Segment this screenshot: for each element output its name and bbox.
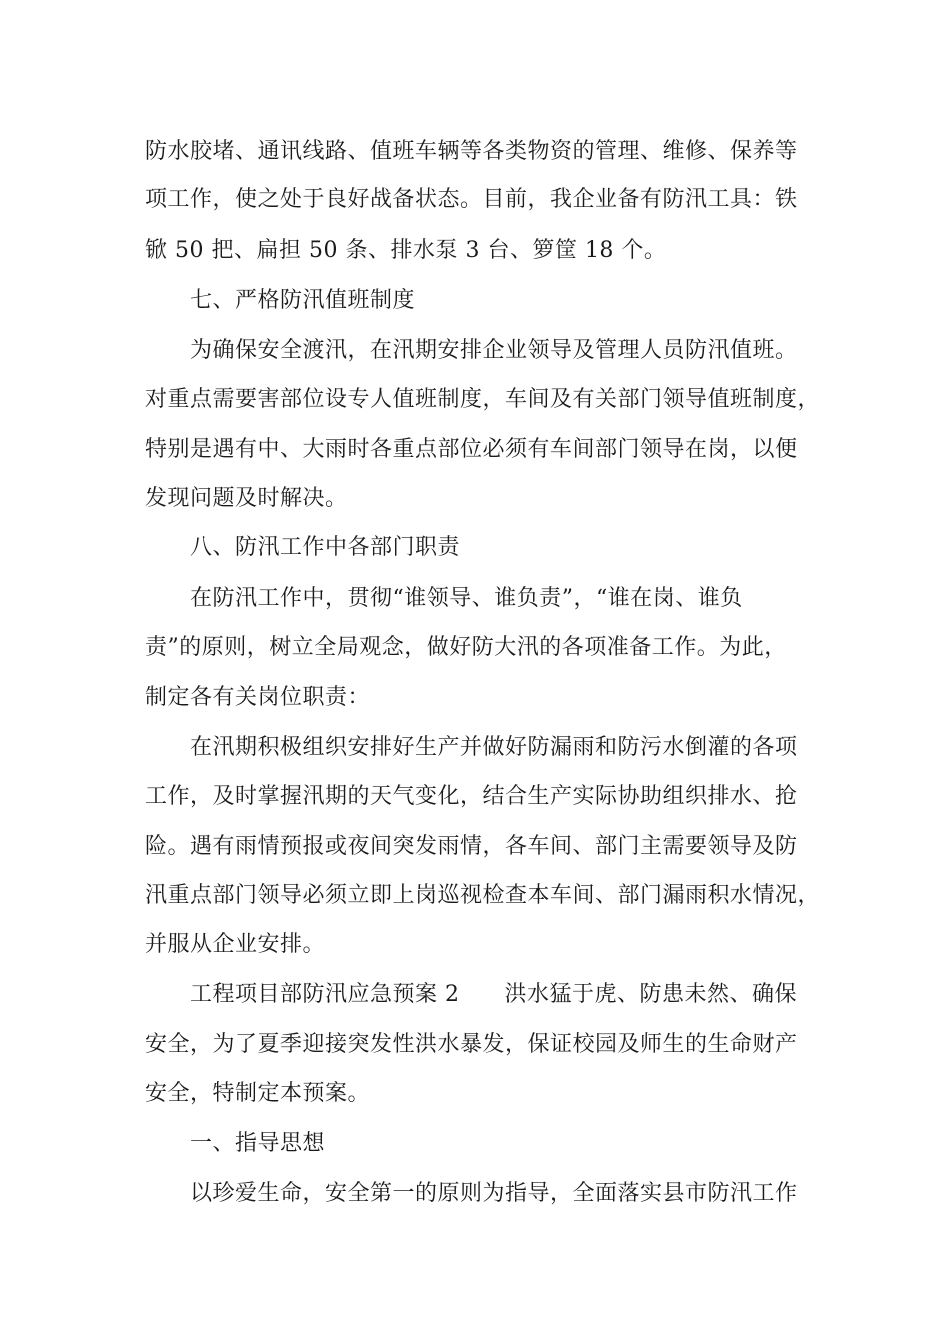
- section-heading: 七、严格防汛值班制度: [190, 288, 416, 313]
- text-line: 特别是遇有中、大雨时各重点部位必须有车间部门领导在岗，以便: [145, 437, 798, 462]
- text-line: 并服从企业安排。: [145, 932, 326, 957]
- text-line: 工程项目部防汛应急预案 2 洪水猛于虎、防患未然、确保: [190, 982, 797, 1007]
- text-line: 安全，特制定本预案。: [145, 1081, 371, 1106]
- text-line: 在汛期积极组织安排好生产并做好防漏雨和防污水倒灌的各项: [190, 735, 798, 760]
- text-line: 制定各有关岗位职责：: [145, 685, 371, 710]
- text-line: 以珍爱生命，安全第一的原则为指导，全面落实县市防汛工作: [190, 1181, 798, 1206]
- text-line: 防水胶堵、通讯线路、值班车辆等各类物资的管理、维修、保养等: [145, 139, 798, 164]
- text-line: 工作，及时掌握汛期的天气变化，结合生产实际协助组织排水、抢: [145, 784, 798, 809]
- text-line: 为确保安全渡汛，在汛期安排企业领导及管理人员防汛值班。: [190, 338, 798, 363]
- text-line: 锨 50 把、扁担 50 条、排水泵 3 台、箩筐 18 个。: [145, 238, 667, 263]
- text-line: 在防汛工作中，贯彻“谁领导、谁负责”，“谁在岗、谁负: [190, 586, 743, 611]
- text-line: 责”的原则，树立全局观念，做好防大汛的各项准备工作。为此，: [145, 635, 787, 660]
- text-line: 汛重点部门领导必须立即上岗巡视检查本车间、部门漏雨积水情况，: [145, 883, 821, 908]
- text-line: 发现问题及时解决。: [145, 486, 348, 511]
- section-heading: 一、指导思想: [190, 1131, 326, 1156]
- text-line: 对重点需要害部位设专人值班制度，车间及有关部门领导值班制度，: [145, 387, 821, 412]
- text-line: 项工作，使之处于良好战备状态。目前，我企业备有防汛工具：铁: [145, 187, 798, 212]
- section-heading: 八、防汛工作中各部门职责: [190, 535, 461, 560]
- text-line: 安全，为了夏季迎接突发性洪水暴发，保证校园及师生的生命财产: [145, 1032, 798, 1057]
- text-line: 险。遇有雨情预报或夜间突发雨情，各车间、部门主需要领导及防: [145, 834, 798, 859]
